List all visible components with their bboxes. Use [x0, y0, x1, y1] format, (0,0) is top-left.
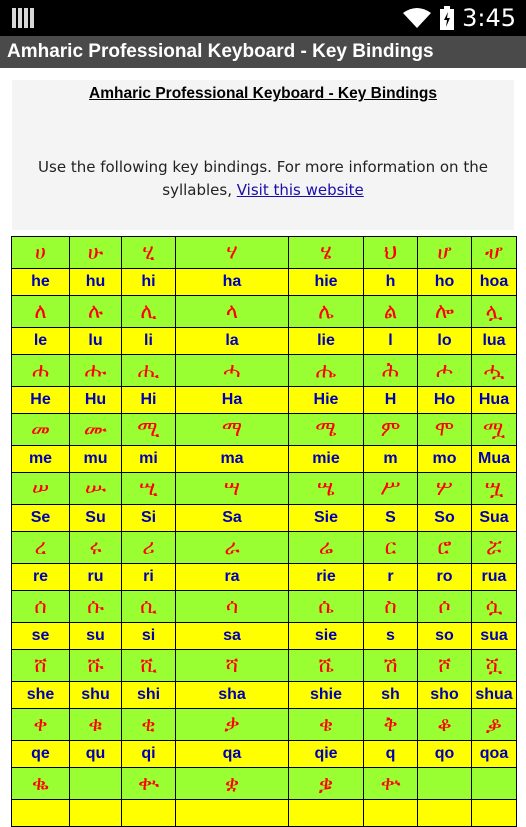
key-binding: lu [70, 328, 122, 355]
key-binding: ru [70, 564, 122, 591]
syllable-glyph: ሙ [70, 414, 122, 446]
key-binding: Sa [176, 505, 289, 532]
key-binding: He [12, 387, 70, 414]
syllable-glyph: ሂ [122, 237, 176, 269]
key-binding: sha [176, 682, 289, 709]
page-heading: Amharic Professional Keyboard - Key Bindings [89, 85, 437, 102]
syllable-glyph: ቇ [472, 709, 517, 741]
key-row [12, 623, 517, 650]
key-binding: ha [176, 269, 289, 296]
key-row [12, 564, 517, 591]
key-binding: hoa [472, 269, 517, 296]
key-binding: Se [12, 505, 70, 532]
syllable-glyph: ሺ [122, 650, 176, 682]
key-binding: Su [70, 505, 122, 532]
key-binding: rie [289, 564, 364, 591]
syllable-glyph: ሔ [289, 355, 364, 387]
key-binding: S [364, 505, 418, 532]
key-binding: q [364, 741, 418, 768]
syllable-glyph: ሸ [12, 650, 70, 682]
key-binding: lo [418, 328, 472, 355]
syllable-glyph: ቊ [122, 768, 176, 800]
syllable-glyph: ላ [176, 296, 289, 328]
key-binding: Mua [472, 446, 517, 473]
key-binding: ro [418, 564, 472, 591]
key-binding: so [418, 623, 472, 650]
key-binding [176, 800, 289, 827]
app-title: Amharic Professional Keyboard - Key Bindings [0, 36, 526, 68]
glyph-row [12, 237, 517, 269]
syllable-glyph: ሟ [472, 414, 517, 446]
key-binding: hi [122, 269, 176, 296]
syllable-glyph: ሑ [70, 355, 122, 387]
key-binding: shu [70, 682, 122, 709]
key-row [12, 328, 517, 355]
key-binding: H [364, 387, 418, 414]
syllable-glyph: ሿ [472, 650, 517, 682]
key-row [12, 269, 517, 296]
syllable-glyph: ሴ [289, 591, 364, 623]
syllable-glyph: ሖ [418, 355, 472, 387]
syllable-glyph: ሮ [418, 532, 472, 564]
key-binding: me [12, 446, 70, 473]
key-binding: Ho [418, 387, 472, 414]
key-row [12, 682, 517, 709]
syllable-glyph: ስ [364, 591, 418, 623]
key-binding: qo [418, 741, 472, 768]
key-binding: qe [12, 741, 70, 768]
syllable-glyph: ሀ [12, 237, 70, 269]
syllable-glyph: ሕ [364, 355, 418, 387]
key-binding: he [12, 269, 70, 296]
syllable-glyph: ሯ [472, 532, 517, 564]
key-binding: Hu [70, 387, 122, 414]
syllable-glyph: ሃ [176, 237, 289, 269]
key-binding: Sie [289, 505, 364, 532]
key-binding: m [364, 446, 418, 473]
key-binding: shua [472, 682, 517, 709]
syllable-glyph: ሲ [122, 591, 176, 623]
syllable-glyph: ሄ [289, 237, 364, 269]
key-binding: le [12, 328, 70, 355]
key-binding: Sua [472, 505, 517, 532]
key-binding: rua [472, 564, 517, 591]
glyph-row [12, 296, 517, 328]
key-binding: ra [176, 564, 289, 591]
syllable-glyph: ም [364, 414, 418, 446]
glyph-row [12, 709, 517, 741]
syllable-glyph: ቌ [289, 768, 364, 800]
key-binding: Hie [289, 387, 364, 414]
syllable-glyph: ለ [12, 296, 70, 328]
syllable-glyph: ሒ [122, 355, 176, 387]
key-binding: mi [122, 446, 176, 473]
syllable-glyph: ሾ [418, 650, 472, 682]
key-binding: sh [364, 682, 418, 709]
key-binding: qi [122, 741, 176, 768]
battery-charging-icon [440, 6, 454, 30]
key-binding: Ha [176, 387, 289, 414]
key-binding: shie [289, 682, 364, 709]
syllable-glyph: ሽ [364, 650, 418, 682]
key-binding: mie [289, 446, 364, 473]
key-binding: qa [176, 741, 289, 768]
glyph-row [12, 532, 517, 564]
key-row [12, 505, 517, 532]
key-binding [472, 800, 517, 827]
syllable-glyph: ሣ [176, 473, 289, 505]
syllable-glyph [472, 768, 517, 800]
key-row [12, 446, 517, 473]
syllable-glyph: ቂ [122, 709, 176, 741]
glyph-row [12, 591, 517, 623]
syllable-glyph: ሊ [122, 296, 176, 328]
syllable-glyph: ሢ [122, 473, 176, 505]
syllable-glyph: ህ [364, 237, 418, 269]
glyph-row [12, 414, 517, 446]
syllable-glyph: ቄ [289, 709, 364, 741]
key-binding: re [12, 564, 70, 591]
intro-description: Use the following key bindings. For more information on the syllables, [38, 158, 488, 199]
syllable-glyph [70, 768, 122, 800]
syllable-glyph [418, 768, 472, 800]
syllable-glyph: ቍ [364, 768, 418, 800]
syllable-glyph: ሪ [122, 532, 176, 564]
key-binding [12, 800, 70, 827]
syllable-glyph: ቋ [176, 768, 289, 800]
key-binding: mo [418, 446, 472, 473]
wifi-icon [402, 7, 432, 29]
key-binding: hu [70, 269, 122, 296]
syllable-glyph: ሌ [289, 296, 364, 328]
intro-text [22, 156, 504, 202]
syllable-glyph: ረ [12, 532, 70, 564]
key-binding: l [364, 328, 418, 355]
syllable-glyph: ሷ [472, 591, 517, 623]
syllable-glyph: ሶ [418, 591, 472, 623]
syllable-glyph: ሉ [70, 296, 122, 328]
syllable-glyph: ሧ [472, 473, 517, 505]
glyph-row [12, 355, 517, 387]
key-binding: So [418, 505, 472, 532]
glyph-row [12, 473, 517, 505]
key-binding: se [12, 623, 70, 650]
key-binding: she [12, 682, 70, 709]
syllable-glyph: ሁ [70, 237, 122, 269]
key-binding: s [364, 623, 418, 650]
key-binding: Hi [122, 387, 176, 414]
syllable-glyph: ማ [176, 414, 289, 446]
syllable-glyph: ሗ [472, 355, 517, 387]
syllable-glyph: ቃ [176, 709, 289, 741]
syllable-glyph: ሇ [472, 237, 517, 269]
syllable-glyph: ል [364, 296, 418, 328]
syllable-glyph: ሻ [176, 650, 289, 682]
key-binding: sa [176, 623, 289, 650]
syllable-glyph: ሩ [70, 532, 122, 564]
syllable-glyph: ሆ [418, 237, 472, 269]
syllable-glyph: ቆ [418, 709, 472, 741]
key-row [12, 741, 517, 768]
key-binding: sie [289, 623, 364, 650]
syllable-glyph: ሡ [70, 473, 122, 505]
syllable-glyph: ሜ [289, 414, 364, 446]
syllable-glyph: ር [364, 532, 418, 564]
glyph-row [12, 650, 517, 682]
key-bindings-table [11, 236, 517, 827]
key-binding: shi [122, 682, 176, 709]
key-binding: Si [122, 505, 176, 532]
key-binding: mu [70, 446, 122, 473]
key-binding: ho [418, 269, 472, 296]
key-binding: hie [289, 269, 364, 296]
syllable-glyph: ሼ [289, 650, 364, 682]
syllable-glyph: ሦ [418, 473, 472, 505]
syllable-glyph: ቀ [12, 709, 70, 741]
key-binding: li [122, 328, 176, 355]
syllable-glyph: ሓ [176, 355, 289, 387]
key-binding [70, 800, 122, 827]
syllable-glyph: ሳ [176, 591, 289, 623]
key-binding: lie [289, 328, 364, 355]
key-binding: su [70, 623, 122, 650]
key-binding: r [364, 564, 418, 591]
intro-panel [12, 80, 514, 230]
syllable-glyph: ሤ [289, 473, 364, 505]
syllable-glyph: ቅ [364, 709, 418, 741]
syllable-glyph: ሚ [122, 414, 176, 446]
syllable-glyph: ራ [176, 532, 289, 564]
syllable-glyph: ቈ [12, 768, 70, 800]
key-binding: lua [472, 328, 517, 355]
key-binding [418, 800, 472, 827]
syllable-glyph: ሹ [70, 650, 122, 682]
syllable-glyph: ሰ [12, 591, 70, 623]
syllable-glyph: ሏ [472, 296, 517, 328]
website-link[interactable]: Visit this website [236, 181, 364, 199]
key-binding: sho [418, 682, 472, 709]
syllable-glyph: ሞ [418, 414, 472, 446]
syllable-glyph: ሱ [70, 591, 122, 623]
syllable-glyph: መ [12, 414, 70, 446]
key-binding: qie [289, 741, 364, 768]
key-binding: qoa [472, 741, 517, 768]
syllable-glyph: ሎ [418, 296, 472, 328]
status-bar [0, 0, 526, 36]
syllable-glyph: ሥ [364, 473, 418, 505]
key-binding: ma [176, 446, 289, 473]
key-binding: sua [472, 623, 517, 650]
key-row [12, 800, 517, 827]
key-binding: Hua [472, 387, 517, 414]
key-binding: ri [122, 564, 176, 591]
key-binding: si [122, 623, 176, 650]
key-binding [122, 800, 176, 827]
key-binding: qu [70, 741, 122, 768]
clock: 3:45 [462, 4, 516, 32]
key-binding: la [176, 328, 289, 355]
barcode-icon [12, 8, 34, 28]
glyph-row [12, 768, 517, 800]
syllable-glyph: ቁ [70, 709, 122, 741]
key-binding [289, 800, 364, 827]
key-binding: h [364, 269, 418, 296]
syllable-glyph: ሠ [12, 473, 70, 505]
syllable-glyph: ሬ [289, 532, 364, 564]
key-binding [364, 800, 418, 827]
syllable-glyph: ሐ [12, 355, 70, 387]
key-row [12, 387, 517, 414]
